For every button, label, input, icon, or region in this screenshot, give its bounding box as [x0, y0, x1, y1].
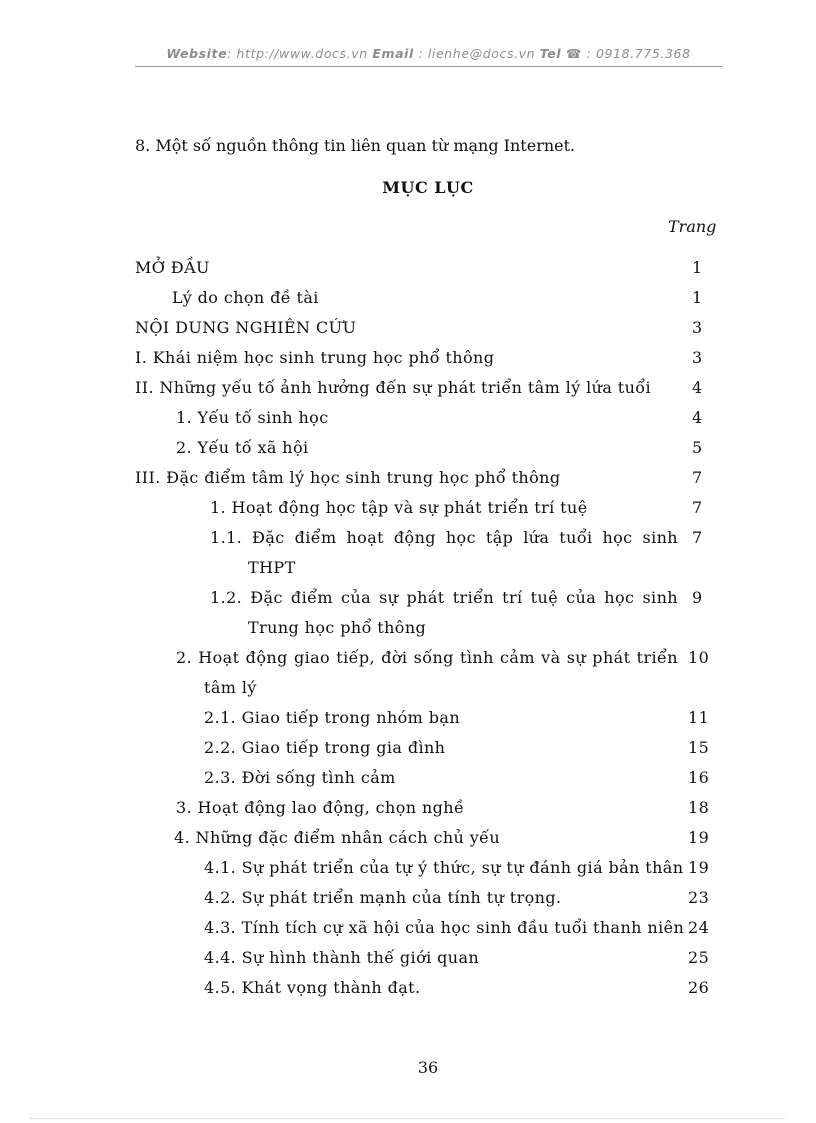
- toc-entry: [204, 913, 710, 943]
- toc-entry: [210, 493, 703, 523]
- tel-value: ☎ : 0918.775.368: [561, 46, 691, 61]
- website-label: Website: [166, 46, 228, 61]
- toc-entry-title: MỞ ĐẦU: [135, 258, 210, 277]
- toc-entry-title: 4. Những đặc điểm nhân cách chủ yếu: [174, 828, 501, 847]
- toc-entry: [176, 643, 710, 673]
- toc-entry-title: 1. Hoạt động học tập và sự phát triển trí tuệ: [210, 498, 588, 517]
- page-number: 36: [417, 1058, 439, 1077]
- website-value: : http://www.docs.vn: [227, 46, 373, 61]
- toc-entry-page: 19: [688, 858, 710, 877]
- document-header: [135, 46, 722, 61]
- toc-entry-page: 23: [688, 888, 710, 907]
- toc-entry-page: 10: [688, 648, 710, 667]
- toc-entry: [204, 943, 710, 973]
- toc-entry-title: 2.1. Giao tiếp trong nhóm bạn: [204, 708, 461, 727]
- toc-entry: [204, 883, 710, 913]
- toc-entry-page: 1: [692, 288, 703, 307]
- toc-entry-continuation: Trung học phổ thông: [248, 618, 427, 637]
- toc-entry: [204, 703, 710, 733]
- toc-entry-title: 2.3. Đời sống tình cảm: [204, 768, 396, 787]
- toc-entry: [174, 823, 710, 853]
- toc-title: MỤC LỤC: [382, 178, 474, 197]
- toc-entry-page: 4: [692, 408, 703, 427]
- toc-entry: [204, 973, 710, 1003]
- toc-entry-page: 11: [688, 708, 710, 727]
- tel-label: Tel: [539, 46, 562, 61]
- toc-entry-title: 4.2. Sự phát triển mạnh của tính tự trọng.: [204, 888, 562, 907]
- toc-entry-page: 15: [688, 738, 710, 757]
- toc-entry-page: 16: [688, 768, 710, 787]
- toc-entry-page: 26: [688, 978, 710, 997]
- toc-entry-page: 5: [692, 438, 703, 457]
- toc-entry: [204, 733, 710, 763]
- toc-entry: [210, 583, 703, 613]
- toc-entry-page: 24: [688, 918, 710, 937]
- toc-entry-page: 1: [692, 258, 703, 277]
- toc-entry-continuation: THPT: [248, 558, 296, 577]
- toc-entry-page: 9: [692, 588, 703, 607]
- toc-entry-page: 3: [692, 318, 703, 337]
- header-divider: [135, 66, 722, 67]
- toc-entry-page: 3: [692, 348, 703, 367]
- email-label: Email: [372, 46, 414, 61]
- toc-entry: [176, 403, 703, 433]
- footer-divider: [30, 1118, 786, 1119]
- toc-entry-page: 7: [692, 468, 703, 487]
- toc-entry: [135, 373, 703, 403]
- toc-entry-title: 2.2. Giao tiếp trong gia đình: [204, 738, 446, 757]
- toc-entry-title: 4.4. Sự hình thành thế giới quan: [204, 948, 480, 967]
- page-column-label: Trang: [668, 217, 717, 236]
- toc-entry: [135, 253, 703, 283]
- toc-entry-title: 1.1. Đặc điểm hoạt động học tập lứa tuổi học sinh: [210, 528, 678, 547]
- toc-entry-page: 18: [688, 798, 710, 817]
- toc-entry-title: 2. Yếu tố xã hội: [176, 438, 309, 457]
- toc-entry: [172, 283, 703, 313]
- toc-entry-title: 2. Hoạt động giao tiếp, đời sống tình cảm và sự phát triển: [176, 648, 678, 667]
- toc-entry: [135, 343, 703, 373]
- toc-entry-page: 4: [692, 378, 703, 397]
- toc-entry-page: 7: [692, 528, 703, 547]
- toc-entry-title: II. Những yếu tố ảnh hưởng đến sự phát triển tâm lý lứa tuổi: [135, 378, 652, 397]
- toc-entry-page: 7: [692, 498, 703, 517]
- toc-entry-continuation: tâm lý: [204, 678, 257, 697]
- intro-line: 8. Một số nguồn thông tin liên quan từ mạng Internet.: [135, 136, 576, 155]
- toc-entry: [135, 463, 703, 493]
- toc-entry: [210, 523, 703, 553]
- toc-entry-title: NỘI DUNG NGHIÊN CỨU: [135, 318, 357, 337]
- toc-entry-title: 1. Yếu tố sinh học: [176, 408, 329, 427]
- toc-entry-title: 4.5. Khát vọng thành đạt.: [204, 978, 421, 997]
- toc-entry-page: 25: [688, 948, 710, 967]
- toc-entry: [204, 853, 710, 883]
- toc-entry-title: 4.3. Tính tích cự xã hội của học sinh đầu tuổi thanh niên: [204, 918, 685, 937]
- toc-entry: [176, 793, 710, 823]
- toc-entry-title: 3. Hoạt động lao động, chọn nghề: [176, 798, 465, 817]
- toc-entry-title: 1.2. Đặc điểm của sự phát triển trí tuệ của học sinh: [210, 588, 678, 607]
- toc-entry: [135, 313, 703, 343]
- toc-entry: [176, 433, 703, 463]
- toc-entry-title: I. Khái niệm học sinh trung học phổ thông: [135, 348, 495, 367]
- toc-entry-page: 19: [688, 828, 710, 847]
- email-value: : lienhe@docs.vn: [413, 46, 540, 61]
- toc-entry: [204, 763, 710, 793]
- toc-entry-title: 4.1. Sự phát triển của tự ý thức, sự tự đánh giá bản thân: [204, 858, 684, 877]
- toc-entry-title: Lý do chọn đề tài: [172, 288, 319, 307]
- toc-entry-title: III. Đặc điểm tâm lý học sinh trung học phổ thông: [135, 468, 561, 487]
